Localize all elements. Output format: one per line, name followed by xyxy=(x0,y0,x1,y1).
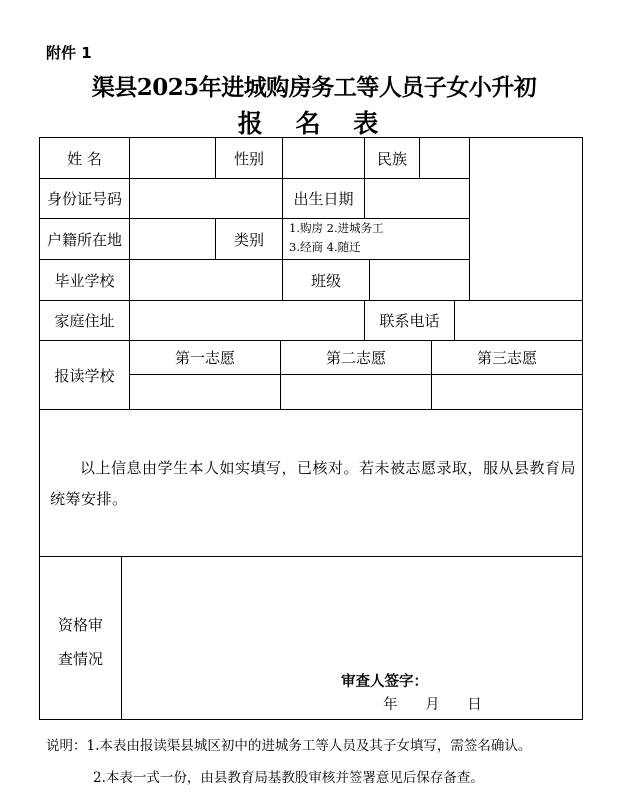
class-field[interactable] xyxy=(370,260,469,300)
home-address-field[interactable] xyxy=(130,301,364,340)
second-choice-header: 第二志愿 xyxy=(325,349,386,367)
home-address-label: 家庭住址 xyxy=(54,312,115,330)
form-subtitle: 报 名 表 xyxy=(237,109,391,138)
review-date-line: 年 月 日 xyxy=(383,697,482,713)
second-choice-field[interactable] xyxy=(281,375,431,409)
id-number-label: 身份证号码 xyxy=(46,190,122,208)
review-label-line2: 查情况 xyxy=(57,650,103,668)
gender-field[interactable] xyxy=(283,138,364,178)
qualification-review-label xyxy=(40,608,121,676)
third-choice-header: 第三志愿 xyxy=(476,349,537,367)
category-options[interactable] xyxy=(289,219,467,259)
hukou-field[interactable] xyxy=(130,219,215,259)
review-opinion-field[interactable] xyxy=(122,557,582,719)
gender-label: 性别 xyxy=(233,149,264,168)
first-choice-header: 第一志愿 xyxy=(174,349,235,367)
attachment-label: 附件 1 xyxy=(46,44,92,62)
ethnicity-field[interactable] xyxy=(420,138,469,178)
first-choice-field[interactable] xyxy=(130,375,280,409)
note-line-2: 2.本表一式一份，由县教育局基教股审核并签署意见后保存备查。 xyxy=(93,770,484,786)
third-choice-field[interactable] xyxy=(432,375,582,409)
graduation-school-label: 毕业学校 xyxy=(54,271,115,290)
class-label: 班级 xyxy=(310,271,341,290)
note-line-1: 说明：1.本表由报读渠县城区初中的进城务工等人员及其子女填写，需签名确认。 xyxy=(46,738,532,754)
hukou-label: 户籍所在地 xyxy=(46,230,122,249)
declaration-statement: 以上信息由学生本人如实填写，已核对。若未被志愿录取，服从县教育局统筹安排。 xyxy=(50,459,577,508)
name-field[interactable] xyxy=(130,138,215,178)
graduation-school-field[interactable] xyxy=(130,260,282,300)
name-label: 姓 名 xyxy=(67,149,102,168)
ethnicity-label: 民族 xyxy=(376,149,407,168)
category-options-line2: 3.经商 4.随迁 xyxy=(289,240,361,254)
contact-phone-field[interactable] xyxy=(455,301,582,340)
id-number-field[interactable] xyxy=(130,179,282,218)
category-options-line1: 1.购房 2.进城务工 xyxy=(289,221,384,235)
apply-school-label: 报读学校 xyxy=(54,366,115,385)
category-label: 类别 xyxy=(233,230,264,249)
birth-date-field[interactable] xyxy=(365,179,469,218)
contact-phone-label: 联系电话 xyxy=(379,312,440,330)
form-title: 渠县2025年进城购房务工等人员子女小升初 xyxy=(91,74,537,101)
birth-date-label: 出生日期 xyxy=(293,190,354,208)
review-label-line1: 资格审 xyxy=(57,616,103,634)
reviewer-signature-label: 审查人签字： xyxy=(341,674,428,690)
photo-box xyxy=(470,138,582,300)
